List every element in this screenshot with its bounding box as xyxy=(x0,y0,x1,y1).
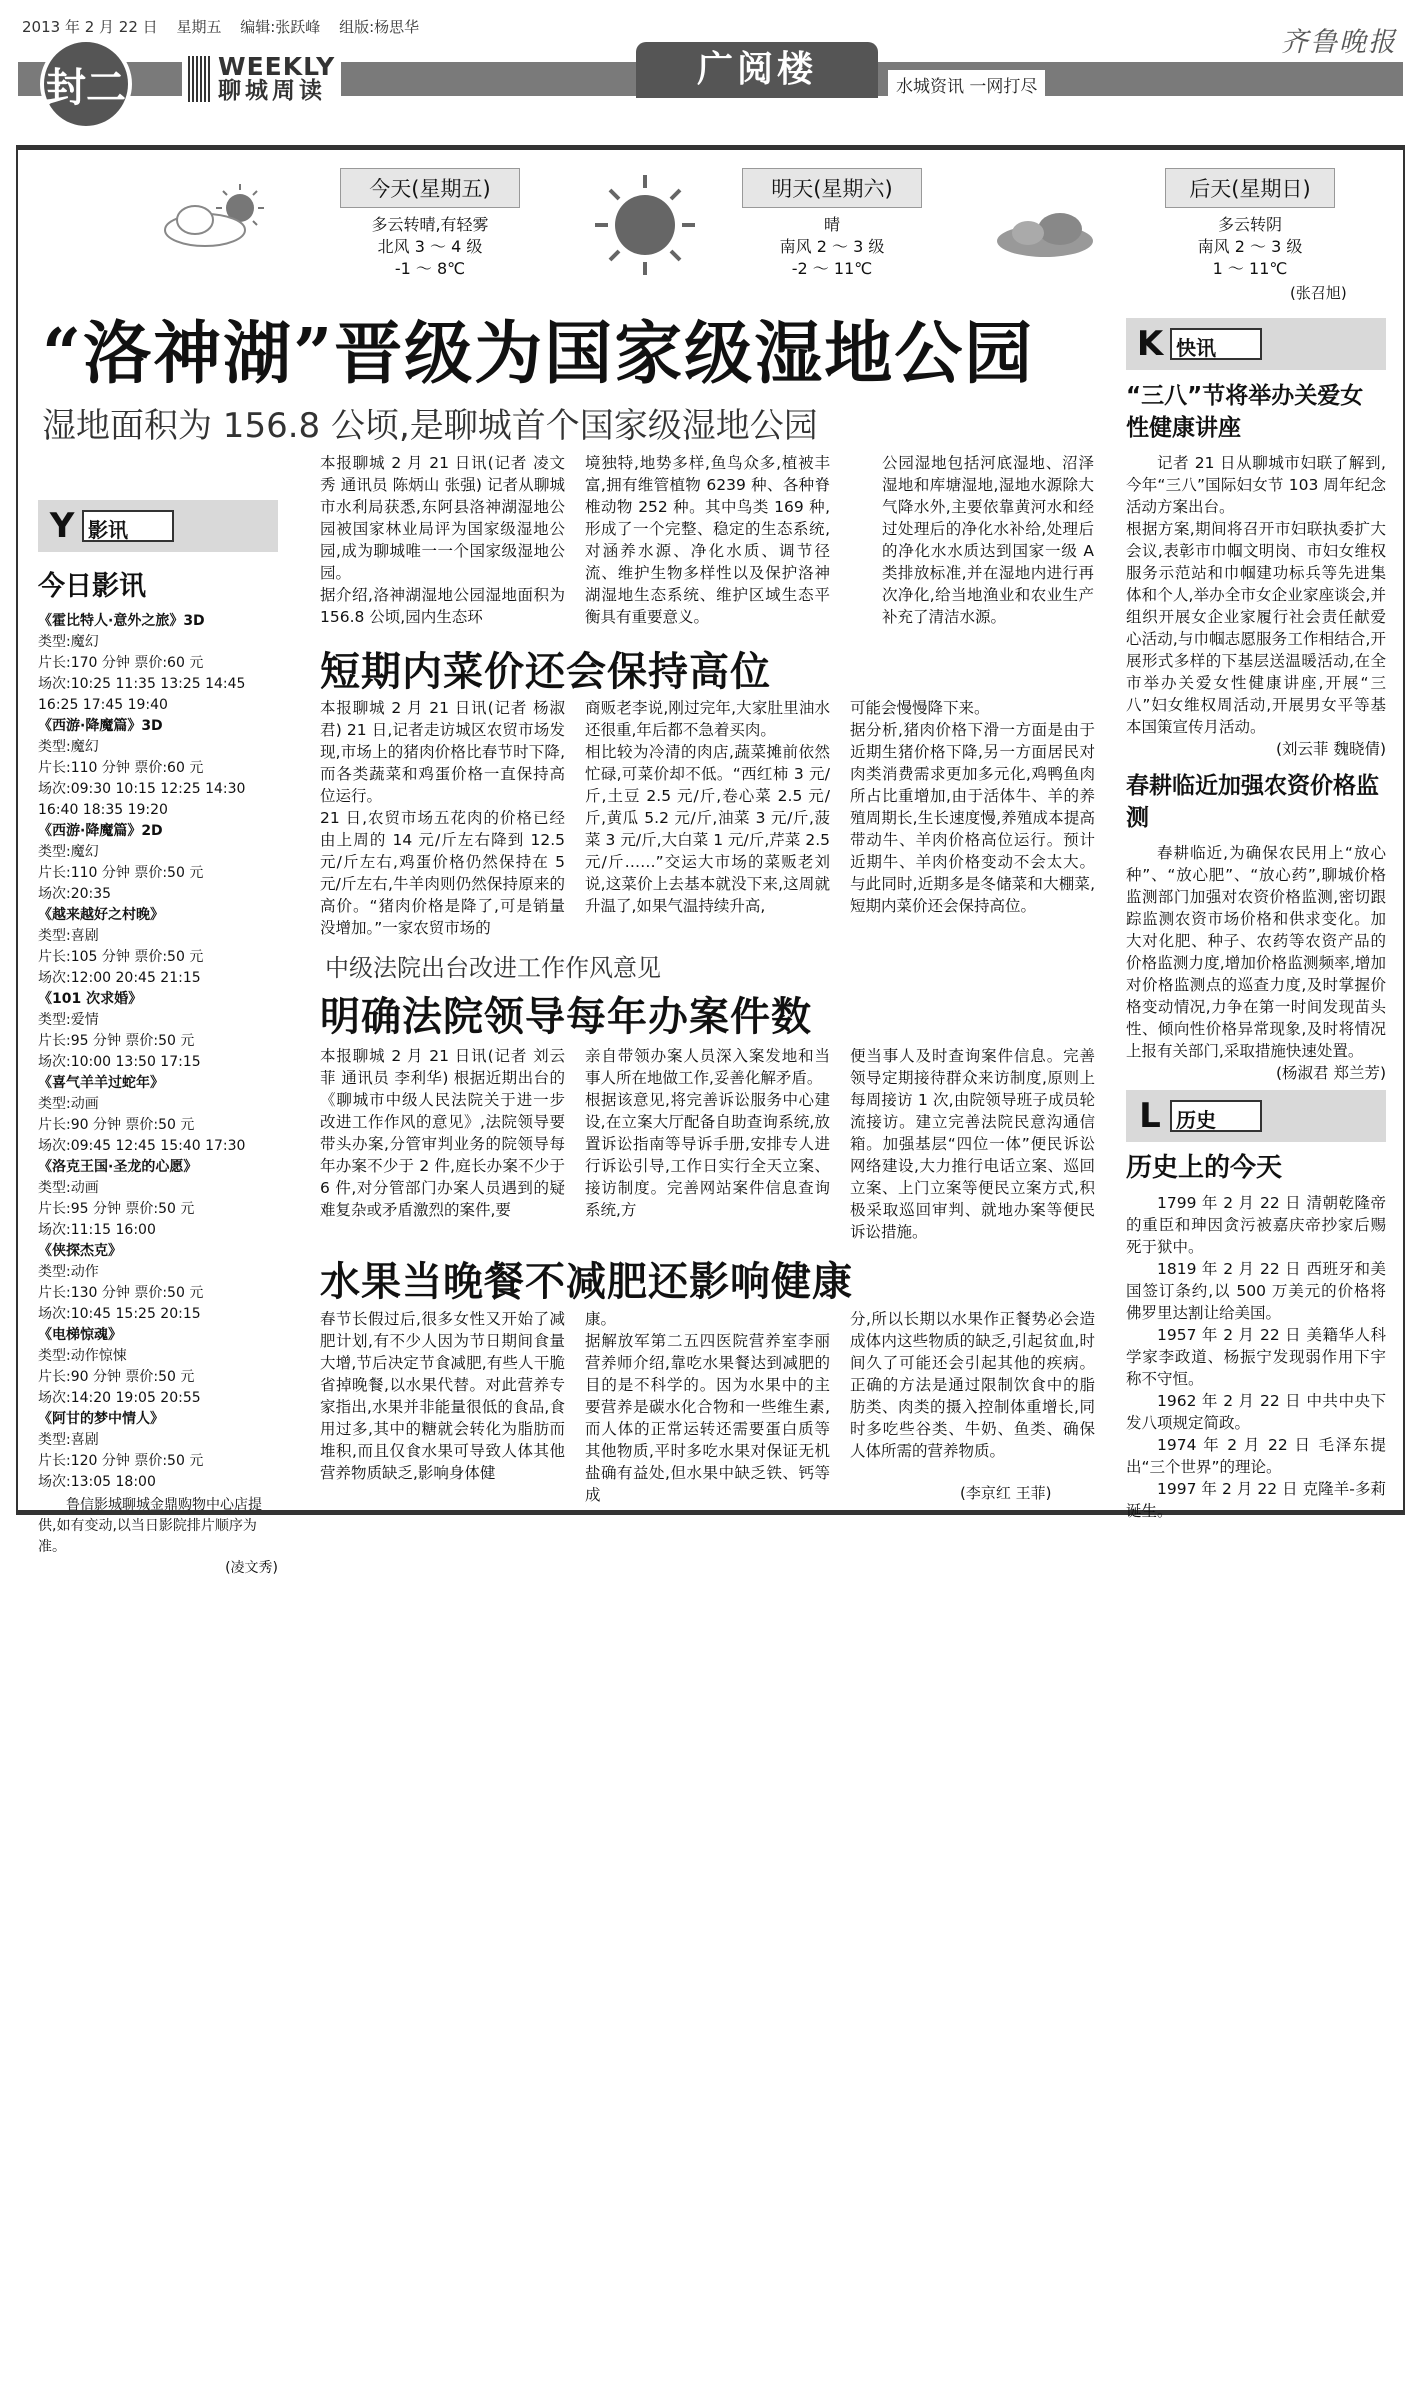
cloud-sun-icon xyxy=(160,178,270,253)
film-title: 今日影讯 xyxy=(38,571,146,602)
history-label-bar xyxy=(1126,1090,1386,1142)
history-item: 1799 年 2 月 22 日 清朝乾隆帝的重臣和珅因贪污被嘉庆帝抄家后赐死于狱中。 xyxy=(1126,1194,1386,1256)
news-attribution-1: (刘云菲 魏晓倩) xyxy=(1275,740,1386,758)
court-col-3: 便当事人及时查询案件信息。完善领导定期接待群众来访制度,原则上每周接访 1 次,由院领导班子成员轮流接访。建立完善法院民意沟通信箱。加强基层“四位一体”便民诉讼网络建设,大力推行电话立案、巡回立案、上门立案等便民立案方式,积极采取巡回审判、就地办案等便民诉讼措施。 xyxy=(850,1047,1095,1241)
film-name: 《阿甘的梦中情人》 xyxy=(38,1411,164,1427)
news-column xyxy=(1126,318,1386,1084)
film-showtimes: 场次:10:00 13:50 17:15 xyxy=(38,1054,201,1070)
weather-wind: 北风 3 ～ 4 级 xyxy=(377,237,483,256)
film-showtimes: 场次:09:45 12:45 15:40 17:30 xyxy=(38,1138,246,1154)
weekly-logo xyxy=(182,52,341,106)
issue-weekday: 星期五 xyxy=(176,18,222,36)
news-label-bar xyxy=(1126,318,1386,370)
film-length-price: 片长:95 分钟 票价:50 元 xyxy=(38,1201,195,1217)
weather-tab-dayafter: 后天(星期日) xyxy=(1165,168,1335,208)
film-length-price: 片长:170 分钟 票价:60 元 xyxy=(38,655,204,671)
weather-desc: 多云转晴,有轻雾 xyxy=(371,215,489,234)
film-list xyxy=(38,611,278,1493)
film-genre: 类型:喜剧 xyxy=(38,1432,99,1448)
court-kicker: 中级法院出台改进工作作风意见 xyxy=(325,954,661,982)
film-note: 鲁信影城聊城金鼎购物中心店提供,如有变动,以当日影院排片顺序为准。 xyxy=(38,1497,262,1555)
film-item xyxy=(38,716,278,821)
weather-temp: -1 ～ 8℃ xyxy=(394,259,466,278)
history-column xyxy=(1126,1090,1386,1522)
history-list xyxy=(1126,1192,1386,1522)
weather-today xyxy=(340,168,520,280)
fruit-col-2: 康。 据解放军第二五四医院营养室李丽营养师介绍,靠吃水果餐达到减肥的目的是不科学的。因为水果中的主要营养是碳水化合物和一些维生素,而人体的正常运转还需要蛋白质等其他物质,平时多吃水果对保证无机盐确有益处,但水果中缺乏铁、钙等成 xyxy=(585,1310,830,1504)
section-label: 快讯 xyxy=(1170,328,1262,360)
sun-icon xyxy=(590,170,700,280)
weather-tomorrow xyxy=(742,168,922,280)
film-genre: 类型:喜剧 xyxy=(38,928,99,944)
film-attribution: (凌文秀) xyxy=(225,1560,278,1576)
barcode-icon xyxy=(188,56,212,102)
court-headline: 明确法院领导每年办案件数 xyxy=(320,994,812,1040)
lead-subheadline: 湿地面积为 156.8 公顷,是聊城首个国家级湿地公园 xyxy=(42,406,818,446)
editor-credit: 编辑:张跃峰 xyxy=(240,18,321,36)
weather-tab-tomorrow: 明天(星期六) xyxy=(742,168,922,208)
section-title: 广阅楼 xyxy=(636,42,878,98)
film-showtimes: 场次:11:15 16:00 xyxy=(38,1222,156,1238)
history-title: 历史上的今天 xyxy=(1126,1153,1283,1183)
news-attribution-2: (杨淑君 郑兰芳) xyxy=(1275,1064,1386,1082)
film-length-price: 片长:110 分钟 票价:60 元 xyxy=(38,760,204,776)
film-item xyxy=(38,1157,278,1241)
veg-col-1: 本报聊城 2 月 21 日讯(记者 杨淑君) 21 日,记者走访城区农贸市场发现,市场上的猪肉价格比春节时下降,而各类蔬菜和鸡蛋价格一直保持高位运行。 21 日,农贸市场五花肉的价格已经由上周的 14 元/斤左右降到 12.5 元/斤左右,鸡蛋价格仍然保持在 5 元/斤左右,牛羊肉则仍然保持原来的高价。“猪肉价格是降了,可是销量没增加。”一家农贸市场的 xyxy=(320,699,565,937)
film-showtimes: 场次:13:05 18:00 xyxy=(38,1474,156,1490)
film-showtimes: 场次:12:00 20:45 21:15 xyxy=(38,970,201,986)
film-label-bar xyxy=(38,500,278,552)
section-slogan: 水城资讯 一网打尽 xyxy=(888,70,1045,99)
veg-headline: 短期内菜价还会保持高位 xyxy=(320,649,771,695)
film-name: 《越来越好之村晚》 xyxy=(38,907,164,923)
section-letter: L xyxy=(1139,1096,1161,1136)
history-item: 1997 年 2 月 22 日 克隆羊-多莉诞生。 xyxy=(1126,1480,1386,1520)
veg-col-2: 商贩老李说,刚过完年,大家肚里油水还很重,年后都不急着买肉。 相比较为冷清的肉店,蔬菜摊前依然忙碌,可菜价却不低。“西红柿 3 元/斤,土豆 2.5 元/斤,卷心菜 2.5 元/斤,黄瓜 5.2 元/斤,油菜 3 元/斤,菠菜 3 元/斤,大白菜 1 元/斤,芹菜 2.5 元/斤……”交运大市场的菜贩老刘说,这菜价上去基本就没下来,这周就升温了,如果气温持续升高, xyxy=(585,699,830,915)
newspaper-logo: 齐鲁晚报 xyxy=(1281,27,1397,58)
film-length-price: 片长:110 分钟 票价:50 元 xyxy=(38,865,204,881)
header-meta xyxy=(22,16,433,37)
news-headline-1: “三八”节将举办关爱女性健康讲座 xyxy=(1126,383,1364,441)
weekly-cn: 聊城周读 xyxy=(218,78,326,104)
film-genre: 类型:动画 xyxy=(38,1096,99,1112)
weather-temp: -2 ～ 11℃ xyxy=(791,259,873,278)
news-body-1: 记者 21 日从聊城市妇联了解到,今年“三八”国际妇女节 103 周年纪念活动方案出台。 根据方案,期间将召开市妇联执委扩大会议,表彰市巾帼文明岗、市妇女维权服务示范站和巾帼建功标兵等先进集体和个人,举办全市女企业家座谈会,并组织开展女企业家履行社会责任献爱心活动,与巾帼志愿服务工作相结合,开展形式多样的下基层送温暖活动,在全市举办关爱女性健康讲座,开展“三八”妇女维权周活动,开展男女平等基本国策宣传月活动。 xyxy=(1126,454,1386,736)
cloud-icon xyxy=(990,205,1100,260)
section-label: 历史 xyxy=(1170,1100,1262,1132)
film-genre: 类型:魔幻 xyxy=(38,739,99,755)
news-headline-2: 春耕临近加强农资价格监测 xyxy=(1126,773,1379,831)
film-name: 《101 次求婚》 xyxy=(38,991,143,1007)
film-item xyxy=(38,611,278,716)
section-letter: Y xyxy=(49,506,75,546)
film-item xyxy=(38,821,278,905)
film-name: 《电梯惊魂》 xyxy=(38,1327,122,1343)
lead-headline: “洛神湖”晋级为国家级湿地公园 xyxy=(42,314,1035,394)
court-col-1: 本报聊城 2 月 21 日讯(记者 刘云菲 通讯员 李利华) 根据近期出台的《聊城市中级人民法院关于进一步改进工作作风的意见》,法院领导要带头办案,分管审判业务的院领导每年办案不少于 2 件,庭长办案不少于 6 件,对分管部门办案人员遇到的疑难复杂或矛盾激烈的案件,要 xyxy=(320,1047,565,1219)
film-showtimes: 场次:14:20 19:05 20:55 xyxy=(38,1390,201,1406)
lead-col-3: 公园湿地包括河底湿地、沼泽湿地和库塘湿地,湿地水源除大气降水外,主要依靠黄河水和经过处理后的净化水补给,处理后的净化水水质达到国家一级 A 类排放标准,并在湿地内进行再次净化,给当地渔业和农业生产补充了清洁水源。 xyxy=(882,454,1094,626)
history-item: 1819 年 2 月 22 日 西班牙和美国签订条约,以 500 万美元的价格将佛罗里达割让给美国。 xyxy=(1126,1260,1386,1322)
film-name: 《洛克王国·圣龙的心愿》 xyxy=(38,1159,198,1175)
film-genre: 类型:动作 xyxy=(38,1264,99,1280)
film-length-price: 片长:90 分钟 票价:50 元 xyxy=(38,1369,195,1385)
film-showtimes: 场次:10:25 11:35 13:25 14:45 16:25 17:45 19:40 xyxy=(38,676,246,713)
film-item xyxy=(38,1073,278,1157)
film-column xyxy=(38,500,278,1579)
film-genre: 类型:爱情 xyxy=(38,1012,99,1028)
film-genre: 类型:动画 xyxy=(38,1180,99,1196)
film-name: 《霍比特人·意外之旅》3D xyxy=(38,613,205,629)
weather-attribution: (张召旭) xyxy=(1290,284,1347,302)
film-showtimes: 场次:20:35 xyxy=(38,886,112,902)
film-length-price: 片长:105 分钟 票价:50 元 xyxy=(38,949,204,965)
history-item: 1974 年 2 月 22 日 毛泽东提出“三个世界”的理论。 xyxy=(1126,1436,1386,1476)
film-name: 《西游·降魔篇》3D xyxy=(38,718,163,734)
lead-col-2: 境独特,地势多样,鱼鸟众多,植被丰富,拥有维管植物 6239 种、各种脊椎动物 252 种。其中鸟类 169 种,形成了一个完整、稳定的生态系统,对涵养水源、净化水质、调节径流、维护生物多样性以及保护洛神湖湿地生态系统、维护区域生态平衡具有重要意义。 xyxy=(585,454,830,626)
lead-col-1: 本报聊城 2 月 21 日讯(记者 凌文秀 通讯员 陈炳山 张强) 记者从聊城市水利局获悉,东阿县洛神湖湿地公园被国家林业局评为国家级湿地公园,成为聊城唯一一个国家级湿地公园。 据介绍,洛神湖湿地公园湿地面积为 156.8 公顷,园内生态环 xyxy=(320,454,565,626)
designer-credit: 组版:杨思华 xyxy=(339,18,420,36)
section-label: 影讯 xyxy=(82,510,174,542)
issue-date: 2013 年 2 月 22 日 xyxy=(22,18,158,36)
fruit-headline: 水果当晚餐不减肥还影响健康 xyxy=(320,1259,853,1305)
section-letter: K xyxy=(1136,324,1164,364)
film-item xyxy=(38,1409,278,1493)
film-showtimes: 场次:10:45 15:25 20:15 xyxy=(38,1306,201,1322)
weather-wind: 南风 2 ～ 3 级 xyxy=(1197,237,1303,256)
fruit-attribution: (李京红 王菲) xyxy=(960,1484,1052,1502)
weather-temp: 1 ～ 11℃ xyxy=(1212,259,1288,278)
film-genre: 类型:动作惊悚 xyxy=(38,1348,127,1364)
film-item xyxy=(38,905,278,989)
film-length-price: 片长:90 分钟 票价:50 元 xyxy=(38,1117,195,1133)
veg-col-3: 可能会慢慢降下来。 据分析,猪肉价格下滑一方面是由于近期生猪价格下降,另一方面居民对肉类消费需求更加多元化,鸡鸭鱼肉所占比重增加,由于活体牛、羊的养殖周期长,生长速度慢,养殖成本提高带动牛、羊肉价格高位运行。预计近期牛、羊肉价格变动不会太大。与此同时,近期多是冬储菜和大棚菜,短期内菜价还会保持高位。 xyxy=(850,699,1095,915)
weather-tab-today: 今天(星期五) xyxy=(340,168,520,208)
film-length-price: 片长:95 分钟 票价:50 元 xyxy=(38,1033,195,1049)
court-col-2: 亲自带领办案人员深入案发地和当事人所在地做工作,妥善化解矛盾。 根据该意见,将完善诉讼服务中心建设,在立案大厅配备自助查询系统,放置诉讼指南等导诉手册,安排专人进行诉讼引导,工作日实行全天立案、接访制度。完善网站案件信息查询系统,方 xyxy=(585,1047,830,1219)
weather-wind: 南风 2 ～ 3 级 xyxy=(779,237,885,256)
weather-dayafter xyxy=(1165,168,1335,280)
page-badge: 封二 xyxy=(40,38,132,130)
fruit-col-1: 春节长假过后,很多女性又开始了减肥计划,有不少人因为节日期间食量大增,节后决定节食减肥,有些人干脆省掉晚餐,以水果代替。对此营养专家指出,水果并非能量很低的食品,食用过多,其中的糖就会转化为脂肪而堆积,而且仅食水果可导致人体其他营养物质缺乏,影响身体健 xyxy=(320,1310,565,1482)
film-item xyxy=(38,989,278,1073)
weather-desc: 多云转阴 xyxy=(1217,215,1282,234)
film-length-price: 片长:130 分钟 票价:50 元 xyxy=(38,1285,204,1301)
film-length-price: 片长:120 分钟 票价:50 元 xyxy=(38,1453,204,1469)
film-name: 《喜气羊羊过蛇年》 xyxy=(38,1075,164,1091)
film-genre: 类型:魔幻 xyxy=(38,634,99,650)
weekly-label: WEEKLY xyxy=(218,52,336,81)
film-showtimes: 场次:09:30 10:15 12:25 14:30 16:40 18:35 19:20 xyxy=(38,781,246,818)
film-name: 《西游·降魔篇》2D xyxy=(38,823,163,839)
weather-desc: 晴 xyxy=(823,215,840,234)
film-item xyxy=(38,1241,278,1325)
history-item: 1957 年 2 月 22 日 美籍华人科学家李政道、杨振宁发现弱作用下宇称不守恒。 xyxy=(1126,1326,1386,1388)
film-genre: 类型:魔幻 xyxy=(38,844,99,860)
news-body-2: 春耕临近,为确保农民用上“放心种”、“放心肥”、“放心药”,聊城价格监测部门加强对农资价格监测,密切跟踪监测农资市场价格和供求变化。加大对化肥、种子、农药等农资产品的价格监测力度,增加价格监测频率,增加对价格监测点的巡查力度,及时掌握价格变动情况,力争在第一时间发现苗头性、倾向性价格异常现象,及时将情况上报有关部门,采取措施快速处置。 xyxy=(1126,844,1386,1060)
film-name: 《侠探杰克》 xyxy=(38,1243,122,1259)
history-item: 1962 年 2 月 22 日 中共中央下发八项规定简政。 xyxy=(1126,1392,1386,1432)
film-item xyxy=(38,1325,278,1409)
fruit-col-3: 分,所以长期以水果作正餐势必会造成体内这些物质的缺乏,引起贫血,时间久了可能还会引起其他的疾病。正确的方法是通过限制饮食中的脂肪类、肉类的摄入控制体重增长,同时多吃些谷类、牛奶、鱼类、确保人体所需的营养物质。 xyxy=(850,1310,1095,1460)
